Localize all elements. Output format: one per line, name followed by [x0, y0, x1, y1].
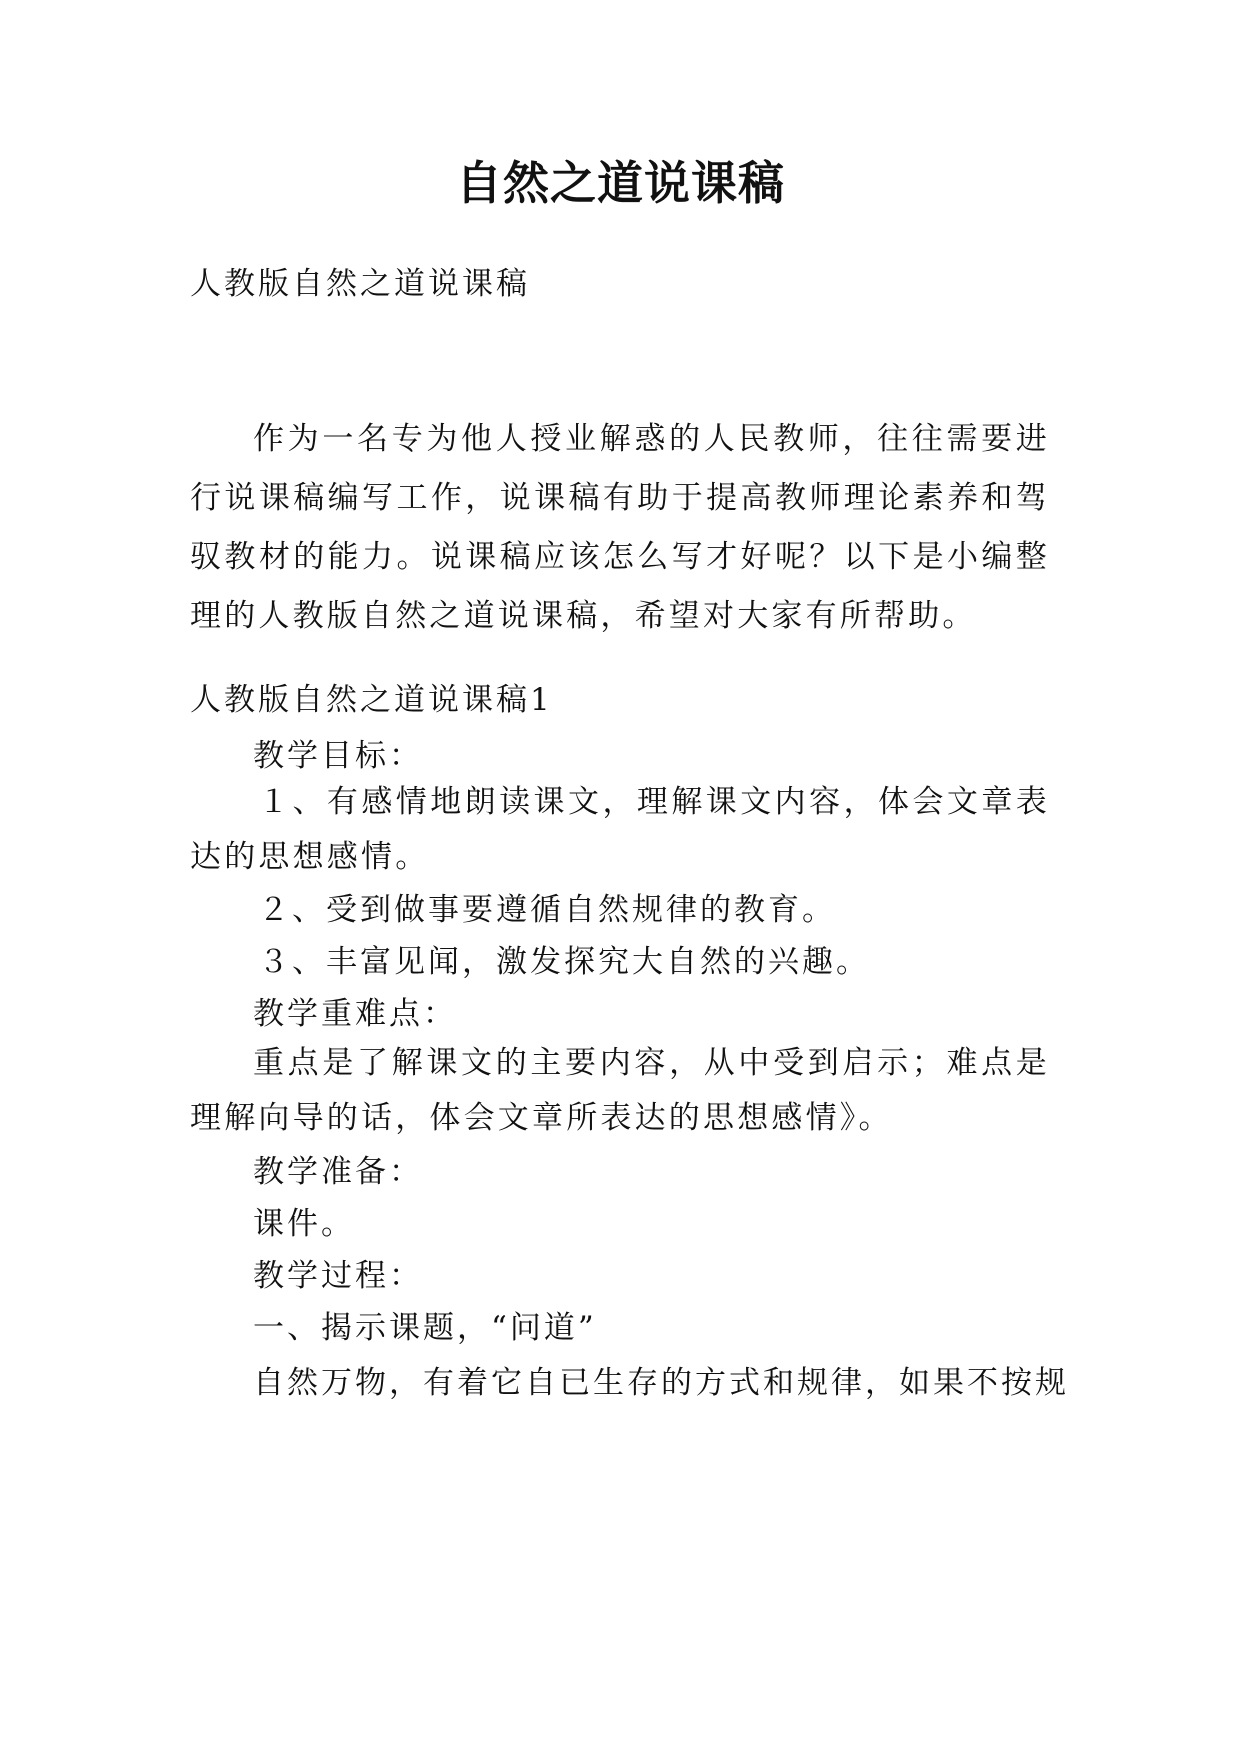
objective-item-3: ３、丰富见闻，激发探究大自然的兴趣。	[258, 944, 870, 980]
process-step-1: 一、揭示课题，“问道”	[253, 1310, 597, 1346]
objectives-label: 教学目标：	[253, 738, 423, 774]
process-label: 教学过程：	[253, 1258, 423, 1294]
document-subtitle: 人教版自然之道说课稿	[190, 266, 530, 302]
objective-item-1: １、有感情地朗读课文，理解课文内容，体会文章表达的思想感情。	[190, 784, 1050, 875]
document-title: 自然之道说课稿	[456, 156, 785, 210]
preparation-text: 课件。	[253, 1206, 355, 1242]
preparation-label: 教学准备：	[253, 1154, 423, 1190]
section-heading: 人教版自然之道说课稿1	[190, 682, 553, 718]
intro-paragraph: 作为一名专为他人授业解惑的人民教师，往往需要进行说课稿编写工作，说课稿有助于提高教师理论素养和驾驭教材的能力。说课稿应该怎么写才好呢？以下是小编整理的人教版自然之道说课稿，希望对大家有所帮助。	[190, 421, 1050, 634]
difficulty-label: 教学重难点：	[253, 996, 457, 1032]
objective-item-2: ２、受到做事要遵循自然规律的教育。	[258, 892, 836, 928]
difficulty-paragraph: 重点是了解课文的主要内容，从中受到启示；难点是理解向导的话，体会文章所表达的思想感情》。	[190, 1045, 1050, 1136]
process-step-1-text: 自然万物，有着它自已生存的方式和规律，如果不按规	[253, 1365, 1069, 1401]
